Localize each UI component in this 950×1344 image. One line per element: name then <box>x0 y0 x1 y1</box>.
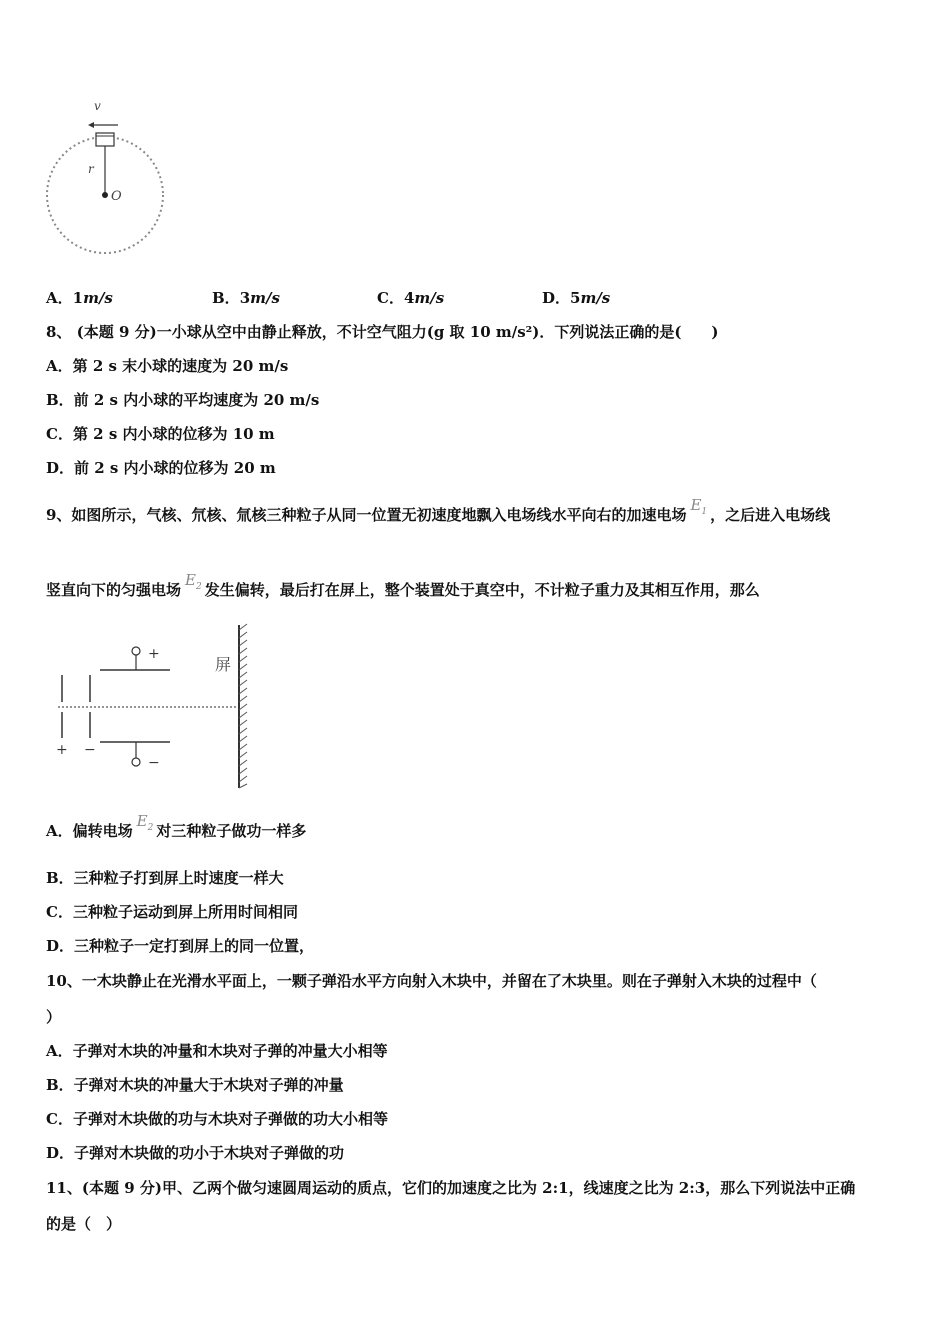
q7-option-b: B．3m/s <box>212 289 280 307</box>
q8-option-b: B．前 2 s 内小球的平均速度为 20 m/s <box>46 391 320 409</box>
circular-motion-figure <box>40 95 175 265</box>
q9-option-b: B．三种粒子打到屏上时速度一样大 <box>46 869 284 887</box>
r-label: r <box>88 162 94 176</box>
center-point <box>102 192 108 198</box>
top-terminal <box>132 647 140 655</box>
q10-option-d: D．子弹对木块做的功小于木块对子弹做的功 <box>46 1144 345 1162</box>
q11-stem-line2: 的是（ ） <box>46 1215 122 1233</box>
q7-option-d: D．5m/s <box>542 289 611 307</box>
q10-option-c: C．子弹对木块做的功与木块对子弹做的功大小相等 <box>46 1110 388 1128</box>
screen-hatching <box>239 624 247 788</box>
q9-option-a: A．偏转电场$E_2$ 对三种粒子做功一样多 <box>46 812 307 840</box>
q10-stem-line1: 10、一木块静止在光滑水平面上，一颗子弹沿水平方向射入木块中，并留在了木块里。则在子弹射入木块的过程中（ <box>46 972 817 990</box>
q8-option-d: D．前 2 s 内小球的位移为 20 m <box>46 459 276 477</box>
q10-option-b: B．子弹对木块的冲量大于木块对子弹的冲量 <box>46 1076 344 1094</box>
q7-option-a: A．1m/s <box>46 289 113 307</box>
accel-plus-sign: + <box>56 742 68 758</box>
q8-option-a: A．第 2 s 末小球的速度为 20 m/s <box>46 357 289 375</box>
q10-stem-line2: ） <box>46 1008 62 1026</box>
screen-label: 屏 <box>215 655 232 674</box>
velocity-arrowhead <box>88 122 94 128</box>
v-label: v <box>94 99 101 113</box>
o-label: O <box>111 189 122 204</box>
top-terminal-plus: + <box>148 646 160 662</box>
electric-field-figure <box>50 620 260 795</box>
q7-option-c: C．4m/s <box>377 289 445 307</box>
q9-stem-line2: 竖直向下的匀强电场$E_2$ 发生偏转，最后打在屏上，整个装置处于真空中，不计粒子重力及其相互作用，那么 <box>46 571 760 599</box>
e1-symbol: $E_1$ <box>690 496 708 517</box>
accel-minus-sign: − <box>84 742 96 758</box>
q11-stem-line1: 11、(本题 9 分)甲、乙两个做匀速圆周运动的质点，它们的加速度之比为 2:1，线速度之比为 2:3，那么下列说法中正确 <box>46 1179 856 1197</box>
e2-symbol-option: $E_2$ <box>136 812 154 833</box>
q8-stem: 8、 (本题 9 分)一小球从空中由静止释放，不计空气阻力(g 取 10 m/s²)．下列说法正确的是( ) <box>46 323 719 341</box>
bottom-terminal-minus: − <box>148 755 160 771</box>
e2-symbol: $E_2$ <box>185 571 202 592</box>
q10-option-a: A．子弹对木块的冲量和木块对子弹的冲量大小相等 <box>46 1042 388 1060</box>
q8-option-c: C．第 2 s 内小球的位移为 10 m <box>46 425 275 443</box>
q9-option-d: D．三种粒子一定打到屏上的同一位置， <box>46 937 315 955</box>
cup <box>96 133 114 146</box>
bottom-terminal <box>132 758 140 766</box>
q9-stem-line1: 9、如图所示，气核、氘核、氚核三种粒子从同一位置无初速度地飘入电场线水平向右的加速电场$E_1$ ，之后进入电场线 <box>46 496 831 524</box>
q9-option-c: C．三种粒子运动到屏上所用时间相同 <box>46 903 298 921</box>
